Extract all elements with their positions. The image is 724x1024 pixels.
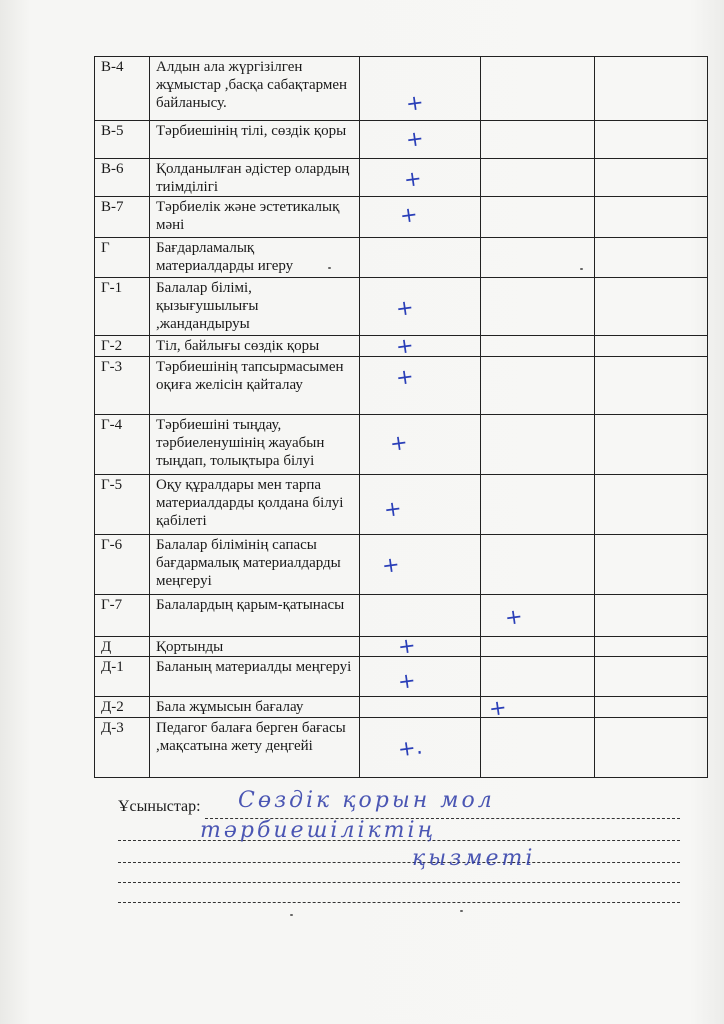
plus-mark: + [394,332,416,360]
criterion-name: Қолданылған әдістер олардың тиімділігі [150,159,360,197]
score-column-2 [481,336,595,357]
criterion-name: Оқу құралдары мен тарпа материалдарды қолдана білуі қабілеті [150,475,360,535]
criterion-code: Г-7 [95,595,150,637]
criterion-code: Г-5 [95,475,150,535]
criterion-code: Г-2 [95,336,150,357]
criterion-code: Г-6 [95,535,150,595]
score-column-3 [595,415,708,475]
plus-mark: + [380,551,402,579]
criterion-code: Д-3 [95,718,150,778]
criterion-code: Г [95,238,150,278]
score-column-1 [360,535,481,595]
score-column-3 [595,197,708,238]
score-column-1 [360,159,481,197]
evaluation-table [94,56,708,778]
score-column-2 [481,238,595,278]
criterion-code: Д [95,637,150,657]
suggestions-label: Ұсыныстар: [118,798,201,815]
score-column-2 [481,278,595,336]
score-column-3 [595,697,708,718]
score-column-1 [360,57,481,121]
scan-speck [460,910,463,912]
suggestion-line [118,882,680,883]
criterion-name: Бағдарламалық материалдарды игеру [150,238,360,278]
table-row [95,57,708,121]
table-row [95,535,708,595]
score-column-1 [360,278,481,336]
score-column-2 [481,159,595,197]
score-column-1 [360,357,481,415]
criterion-code: Д-1 [95,657,150,697]
criterion-code: Г-4 [95,415,150,475]
criterion-name: Балалар білімі, қызығушылығы ,жандандыруы [150,278,360,336]
table-row [95,637,708,657]
score-column-1 [360,475,481,535]
criterion-name: Балалар білімінің сапасы бағдармалық материалдарды меңгеруі [150,535,360,595]
criterion-name: Тіл, байлығы сөздік қоры [150,336,360,357]
score-column-3 [595,595,708,637]
table-row [95,197,708,238]
score-column-2 [481,718,595,778]
handwritten-suggestion: Сөздік қорын мол [238,788,495,813]
score-column-2 [481,475,595,535]
score-column-1 [360,697,481,718]
table-row [95,718,708,778]
score-column-2 [481,57,595,121]
table-row [95,595,708,637]
criterion-name: Педагог балаға берген бағасы ,мақсатына жету деңгейі [150,718,360,778]
criterion-name: Бала жұмысын бағалау [150,697,360,718]
score-column-2 [481,637,595,657]
score-column-3 [595,718,708,778]
table-row [95,159,708,197]
plus-mark: + [402,165,424,193]
score-column-3 [595,357,708,415]
score-column-3 [595,535,708,595]
score-column-2 [481,357,595,415]
table-row [95,697,708,718]
score-column-3 [595,637,708,657]
criterion-name: Тәрбиешіні тыңдау, тәрбиеленушінің жауабын тыңдап, толықтыра білуі [150,415,360,475]
score-column-3 [595,657,708,697]
criterion-code: Д-2 [95,697,150,718]
criterion-name: Қортынды [150,637,360,657]
score-column-1 [360,718,481,778]
score-column-3 [595,475,708,535]
plus-mark: + [394,363,416,391]
score-column-1 [360,197,481,238]
plus-mark: +. [396,734,424,762]
table-row [95,357,708,415]
score-column-3 [595,278,708,336]
score-column-2 [481,694,595,722]
table-row [95,415,708,475]
criterion-code: Г-3 [95,357,150,415]
plus-mark: + [487,694,509,722]
score-column-3 [595,57,708,121]
score-column-1 [360,595,481,637]
handwritten-suggestion: қызметі [412,846,536,871]
criterion-code: В-5 [95,121,150,159]
table-row [95,475,708,535]
criterion-name: Баланың материалды меңгеруі [150,657,360,697]
plus-mark: + [388,429,410,457]
score-column-1 [360,332,481,360]
scan-speck [328,267,331,269]
score-column-3 [595,238,708,278]
score-column-2 [481,535,595,595]
criterion-name: Тәрбиешінің тапсырмасымен оқиға желісін қайталау [150,357,360,415]
scan-speck [580,268,583,270]
scan-speck [290,914,293,916]
table-row [95,336,708,357]
score-column-2 [481,415,595,475]
score-column-1 [360,632,481,660]
suggestion-line [118,862,680,863]
plus-mark: + [503,603,525,631]
criterion-name: Тәрбиелік және эстетикалық мәні [150,197,360,238]
score-column-2 [481,657,595,697]
score-column-2 [481,121,595,159]
criterion-name: Балалардың қарым-қатынасы [150,595,360,637]
criterion-code: В-7 [95,197,150,238]
criterion-name: Алдын ала жүргізілген жұмыстар ,басқа сабақтармен байланысу. [150,57,360,121]
table-row [95,278,708,336]
plus-mark: + [396,632,418,660]
criterion-code: В-6 [95,159,150,197]
score-column-2 [481,595,595,637]
plus-mark: + [404,125,426,153]
score-column-1 [360,121,481,159]
table-row [95,238,708,278]
score-column-3 [595,121,708,159]
handwritten-suggestion: тәрбиешіліктің [200,818,437,843]
criterion-code: В-4 [95,57,150,121]
table-row [95,121,708,159]
criterion-name: Тәрбиешінің тілі, сөздік қоры [150,121,360,159]
plus-mark: + [398,201,420,229]
criterion-code: Г-1 [95,278,150,336]
score-column-1 [360,415,481,475]
score-column-2 [481,197,595,238]
score-column-3 [595,159,708,197]
score-column-3 [595,336,708,357]
plus-mark: + [404,89,426,117]
score-column-1 [360,657,481,697]
suggestion-line [118,902,680,903]
plus-mark: + [396,667,418,695]
plus-mark: + [382,495,404,523]
score-column-1 [360,238,481,278]
table-row [95,657,708,697]
plus-mark: + [394,294,416,322]
